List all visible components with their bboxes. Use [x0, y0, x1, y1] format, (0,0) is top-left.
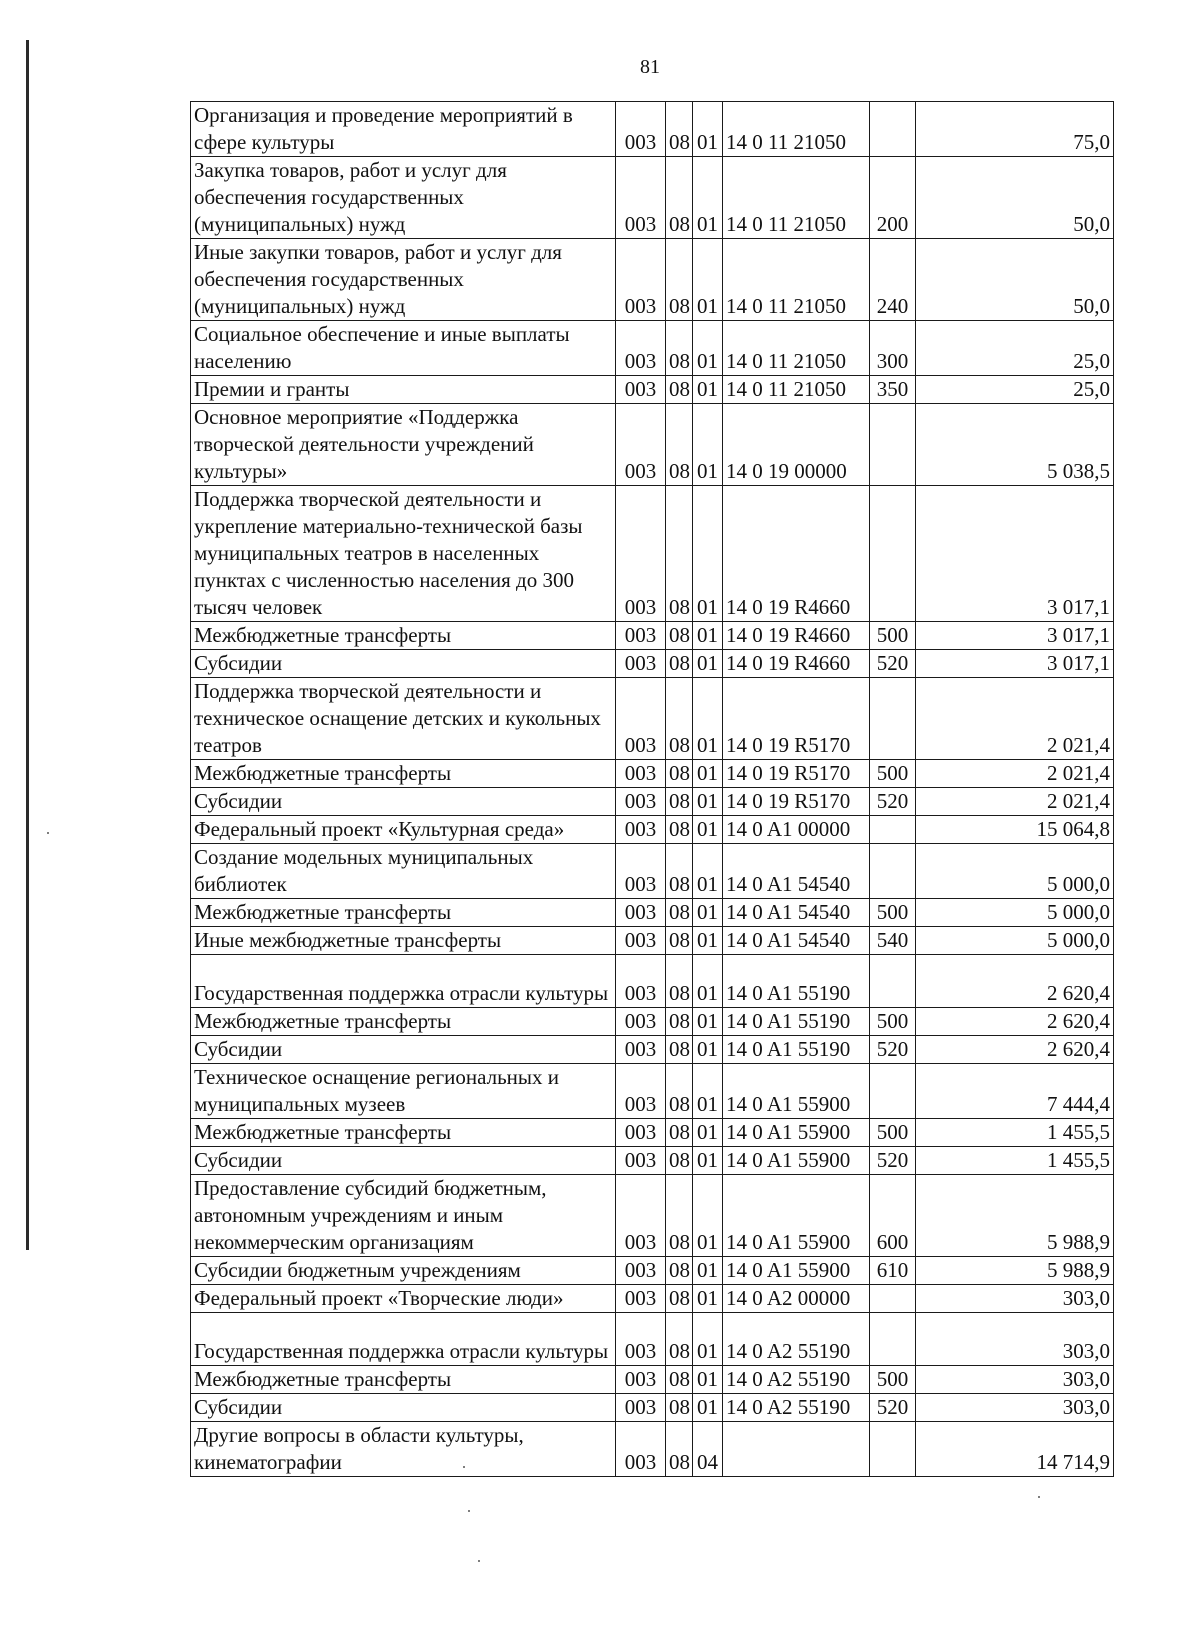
row-section-code: 08 — [666, 899, 693, 927]
row-target-article: 14 0 A1 00000 — [723, 816, 870, 844]
row-section-code: 08 — [666, 1064, 693, 1119]
table-row — [191, 1422, 1114, 1477]
row-expense-type: 520 — [870, 788, 916, 816]
row-section-code: 08 — [666, 622, 693, 650]
row-section-code: 08 — [666, 404, 693, 486]
row-subsection-code: 01 — [693, 899, 723, 927]
row-target-article: 14 0 A1 55900 — [723, 1257, 870, 1285]
row-expense-type: 240 — [870, 239, 916, 321]
row-amount: 303,0 — [916, 1313, 1114, 1366]
row-subsection-code: 01 — [693, 650, 723, 678]
table-row — [191, 678, 1114, 760]
row-name: Субсидии — [191, 650, 616, 678]
row-section-code: 08 — [666, 1119, 693, 1147]
row-target-article: 14 0 11 21050 — [723, 239, 870, 321]
row-expense-type — [870, 1285, 916, 1313]
row-amount: 25,0 — [916, 376, 1114, 404]
row-name: Межбюджетные трансферты — [191, 1008, 616, 1036]
row-name: Межбюджетные трансферты — [191, 760, 616, 788]
table-row — [191, 157, 1114, 239]
row-target-article: 14 0 A1 54540 — [723, 927, 870, 955]
row-target-article: 14 0 A1 55900 — [723, 1175, 870, 1257]
row-target-article: 14 0 19 R4660 — [723, 486, 870, 622]
row-ved-code: 003 — [616, 927, 666, 955]
row-subsection-code: 01 — [693, 157, 723, 239]
scan-speck — [478, 1560, 480, 1562]
row-subsection-code: 01 — [693, 239, 723, 321]
row-section-code: 08 — [666, 1008, 693, 1036]
row-subsection-code: 01 — [693, 1394, 723, 1422]
row-name: Создание модельных муниципальных библиотек — [191, 844, 616, 899]
row-subsection-code: 01 — [693, 678, 723, 760]
row-amount: 2 021,4 — [916, 788, 1114, 816]
row-expense-type: 200 — [870, 157, 916, 239]
row-subsection-code: 01 — [693, 760, 723, 788]
table-row — [191, 321, 1114, 376]
row-subsection-code: 04 — [693, 1422, 723, 1477]
row-subsection-code: 01 — [693, 1064, 723, 1119]
row-ved-code: 003 — [616, 239, 666, 321]
row-subsection-code: 01 — [693, 1147, 723, 1175]
row-expense-type: 520 — [870, 1394, 916, 1422]
table-row — [191, 376, 1114, 404]
row-subsection-code: 01 — [693, 486, 723, 622]
table-row — [191, 1394, 1114, 1422]
row-target-article: 14 0 A1 55190 — [723, 955, 870, 1008]
row-subsection-code: 01 — [693, 1257, 723, 1285]
row-expense-type — [870, 1422, 916, 1477]
row-section-code: 08 — [666, 376, 693, 404]
row-subsection-code: 01 — [693, 788, 723, 816]
row-section-code: 08 — [666, 102, 693, 157]
row-name: Техническое оснащение региональных и муниципальных музеев — [191, 1064, 616, 1119]
table-row — [191, 622, 1114, 650]
table-row — [191, 102, 1114, 157]
row-amount: 2 620,4 — [916, 1008, 1114, 1036]
row-section-code: 08 — [666, 678, 693, 760]
table-row — [191, 1147, 1114, 1175]
table-row — [191, 1366, 1114, 1394]
row-target-article: 14 0 11 21050 — [723, 102, 870, 157]
row-ved-code: 003 — [616, 788, 666, 816]
row-ved-code: 003 — [616, 1422, 666, 1477]
row-section-code: 08 — [666, 650, 693, 678]
row-expense-type — [870, 102, 916, 157]
row-ved-code: 003 — [616, 1036, 666, 1064]
row-name: Предоставление субсидий бюджетным, автономным учреждениям и иным некоммерческим организациям — [191, 1175, 616, 1257]
row-target-article: 14 0 A1 54540 — [723, 844, 870, 899]
row-target-article: 14 0 A2 55190 — [723, 1313, 870, 1366]
row-ved-code: 003 — [616, 955, 666, 1008]
row-subsection-code: 01 — [693, 1366, 723, 1394]
row-target-article: 14 0 A1 55190 — [723, 1036, 870, 1064]
row-amount: 5 988,9 — [916, 1257, 1114, 1285]
row-subsection-code: 01 — [693, 844, 723, 899]
row-ved-code: 003 — [616, 678, 666, 760]
row-subsection-code: 01 — [693, 1175, 723, 1257]
row-amount: 50,0 — [916, 157, 1114, 239]
table-row — [191, 760, 1114, 788]
table-row — [191, 1313, 1114, 1366]
row-ved-code: 003 — [616, 1008, 666, 1036]
row-amount: 7 444,4 — [916, 1064, 1114, 1119]
row-subsection-code: 01 — [693, 1119, 723, 1147]
row-subsection-code: 01 — [693, 622, 723, 650]
row-name: Поддержка творческой деятельности и укрепление материально-технической базы муниципальных театров в населенных пунктах с численностью населения до 300 тысяч человек — [191, 486, 616, 622]
row-name: Основное мероприятие «Поддержка творческой деятельности учреждений культуры» — [191, 404, 616, 486]
row-expense-type — [870, 678, 916, 760]
row-name: Межбюджетные трансферты — [191, 1119, 616, 1147]
row-subsection-code: 01 — [693, 927, 723, 955]
row-expense-type: 300 — [870, 321, 916, 376]
row-ved-code: 003 — [616, 622, 666, 650]
row-target-article: 14 0 A2 55190 — [723, 1366, 870, 1394]
table-row — [191, 650, 1114, 678]
row-name: Межбюджетные трансферты — [191, 899, 616, 927]
row-name: Премии и гранты — [191, 376, 616, 404]
scan-speck — [47, 832, 49, 834]
budget-table — [190, 101, 1114, 1477]
row-name: Субсидии — [191, 788, 616, 816]
row-ved-code: 003 — [616, 102, 666, 157]
row-amount: 2 620,4 — [916, 1036, 1114, 1064]
row-name: Иные закупки товаров, работ и услуг для обеспечения государственных (муниципальных) нужд — [191, 239, 616, 321]
row-expense-type — [870, 404, 916, 486]
row-amount: 1 455,5 — [916, 1119, 1114, 1147]
row-subsection-code: 01 — [693, 1008, 723, 1036]
row-expense-type — [870, 1313, 916, 1366]
row-target-article: 14 0 19 R5170 — [723, 760, 870, 788]
row-name: Поддержка творческой деятельности и техническое оснащение детских и кукольных театров — [191, 678, 616, 760]
scan-edge-line — [26, 40, 29, 1250]
scan-speck — [1038, 1496, 1040, 1498]
row-amount: 2 021,4 — [916, 678, 1114, 760]
row-name: Субсидии — [191, 1036, 616, 1064]
row-name: Федеральный проект «Культурная среда» — [191, 816, 616, 844]
row-ved-code: 003 — [616, 321, 666, 376]
row-section-code: 08 — [666, 1175, 693, 1257]
row-section-code: 08 — [666, 788, 693, 816]
row-ved-code: 003 — [616, 1175, 666, 1257]
row-subsection-code: 01 — [693, 1313, 723, 1366]
row-target-article: 14 0 11 21050 — [723, 376, 870, 404]
table-row — [191, 239, 1114, 321]
row-target-article — [723, 1422, 870, 1477]
row-section-code: 08 — [666, 1147, 693, 1175]
row-expense-type: 520 — [870, 1036, 916, 1064]
row-section-code: 08 — [666, 1422, 693, 1477]
table-row — [191, 927, 1114, 955]
row-target-article: 14 0 19 R5170 — [723, 678, 870, 760]
row-name: Субсидии — [191, 1394, 616, 1422]
table-row — [191, 1285, 1114, 1313]
row-amount: 5 038,5 — [916, 404, 1114, 486]
row-ved-code: 003 — [616, 760, 666, 788]
row-amount: 5 000,0 — [916, 844, 1114, 899]
row-name: Государственная поддержка отрасли культуры — [191, 1313, 616, 1366]
row-amount: 25,0 — [916, 321, 1114, 376]
row-section-code: 08 — [666, 321, 693, 376]
row-expense-type: 500 — [870, 622, 916, 650]
page-number-text: 81 — [640, 56, 660, 78]
row-section-code: 08 — [666, 1366, 693, 1394]
row-section-code: 08 — [666, 955, 693, 1008]
row-name: Межбюджетные трансферты — [191, 622, 616, 650]
row-ved-code: 003 — [616, 1394, 666, 1422]
row-subsection-code: 01 — [693, 321, 723, 376]
row-name: Межбюджетные трансферты — [191, 1366, 616, 1394]
row-expense-type: 350 — [870, 376, 916, 404]
row-amount: 3 017,1 — [916, 622, 1114, 650]
row-section-code: 08 — [666, 760, 693, 788]
row-ved-code: 003 — [616, 650, 666, 678]
row-expense-type — [870, 816, 916, 844]
table-row — [191, 1257, 1114, 1285]
scan-speck — [468, 1510, 470, 1512]
row-target-article: 14 0 11 21050 — [723, 321, 870, 376]
row-section-code: 08 — [666, 1394, 693, 1422]
row-section-code: 08 — [666, 1036, 693, 1064]
row-name: Субсидии — [191, 1147, 616, 1175]
row-ved-code: 003 — [616, 1257, 666, 1285]
row-name: Другие вопросы в области культуры, кинематографии — [191, 1422, 616, 1477]
table-row — [191, 788, 1114, 816]
row-expense-type: 500 — [870, 1119, 916, 1147]
row-section-code: 08 — [666, 1313, 693, 1366]
row-expense-type: 520 — [870, 1147, 916, 1175]
row-target-article: 14 0 A2 00000 — [723, 1285, 870, 1313]
row-amount: 5 000,0 — [916, 927, 1114, 955]
row-expense-type: 500 — [870, 899, 916, 927]
row-section-code: 08 — [666, 486, 693, 622]
row-section-code: 08 — [666, 157, 693, 239]
budget-table-body — [191, 102, 1114, 1477]
row-amount: 3 017,1 — [916, 486, 1114, 622]
row-section-code: 08 — [666, 927, 693, 955]
table-row — [191, 816, 1114, 844]
row-target-article: 14 0 19 R5170 — [723, 788, 870, 816]
row-subsection-code: 01 — [693, 404, 723, 486]
row-name: Иные межбюджетные трансферты — [191, 927, 616, 955]
row-expense-type — [870, 1064, 916, 1119]
row-name: Закупка товаров, работ и услуг для обеспечения государственных (муниципальных) нужд — [191, 157, 616, 239]
row-name: Государственная поддержка отрасли культуры — [191, 955, 616, 1008]
row-amount: 303,0 — [916, 1394, 1114, 1422]
row-amount: 303,0 — [916, 1366, 1114, 1394]
table-row — [191, 404, 1114, 486]
table-row — [191, 1175, 1114, 1257]
row-target-article: 14 0 A1 55900 — [723, 1147, 870, 1175]
row-ved-code: 003 — [616, 816, 666, 844]
table-row — [191, 1119, 1114, 1147]
row-subsection-code: 01 — [693, 376, 723, 404]
row-amount: 303,0 — [916, 1285, 1114, 1313]
table-row — [191, 486, 1114, 622]
row-ved-code: 003 — [616, 899, 666, 927]
row-ved-code: 003 — [616, 844, 666, 899]
row-amount: 5 000,0 — [916, 899, 1114, 927]
row-expense-type — [870, 486, 916, 622]
row-amount: 14 714,9 — [916, 1422, 1114, 1477]
row-section-code: 08 — [666, 816, 693, 844]
row-name: Субсидии бюджетным учреждениям — [191, 1257, 616, 1285]
row-target-article: 14 0 A1 54540 — [723, 899, 870, 927]
row-name: Социальное обеспечение и иные выплаты населению — [191, 321, 616, 376]
row-section-code: 08 — [666, 239, 693, 321]
table-row — [191, 899, 1114, 927]
row-section-code: 08 — [666, 1285, 693, 1313]
row-subsection-code: 01 — [693, 102, 723, 157]
row-expense-type: 610 — [870, 1257, 916, 1285]
row-section-code: 08 — [666, 1257, 693, 1285]
row-section-code: 08 — [666, 844, 693, 899]
row-amount: 1 455,5 — [916, 1147, 1114, 1175]
row-target-article: 14 0 19 R4660 — [723, 622, 870, 650]
row-ved-code: 003 — [616, 1366, 666, 1394]
row-expense-type: 540 — [870, 927, 916, 955]
table-row — [191, 1036, 1114, 1064]
row-amount: 2 021,4 — [916, 760, 1114, 788]
row-amount: 5 988,9 — [916, 1175, 1114, 1257]
row-ved-code: 003 — [616, 157, 666, 239]
row-target-article: 14 0 A1 55900 — [723, 1064, 870, 1119]
row-ved-code: 003 — [616, 404, 666, 486]
row-name: Федеральный проект «Творческие люди» — [191, 1285, 616, 1313]
row-subsection-code: 01 — [693, 955, 723, 1008]
row-ved-code: 003 — [616, 1064, 666, 1119]
row-expense-type: 500 — [870, 1008, 916, 1036]
row-target-article: 14 0 11 21050 — [723, 157, 870, 239]
row-target-article: 14 0 19 R4660 — [723, 650, 870, 678]
row-ved-code: 003 — [616, 376, 666, 404]
row-ved-code: 003 — [616, 486, 666, 622]
table-row — [191, 1008, 1114, 1036]
row-target-article: 14 0 A2 55190 — [723, 1394, 870, 1422]
row-ved-code: 003 — [616, 1313, 666, 1366]
row-expense-type: 600 — [870, 1175, 916, 1257]
row-name: Организация и проведение мероприятий в сфере культуры — [191, 102, 616, 157]
row-amount: 75,0 — [916, 102, 1114, 157]
row-subsection-code: 01 — [693, 816, 723, 844]
table-row — [191, 844, 1114, 899]
row-expense-type: 500 — [870, 1366, 916, 1394]
row-target-article: 14 0 19 00000 — [723, 404, 870, 486]
row-subsection-code: 01 — [693, 1036, 723, 1064]
row-amount: 15 064,8 — [916, 816, 1114, 844]
row-target-article: 14 0 A1 55900 — [723, 1119, 870, 1147]
row-ved-code: 003 — [616, 1147, 666, 1175]
row-expense-type — [870, 844, 916, 899]
row-expense-type — [870, 955, 916, 1008]
row-ved-code: 003 — [616, 1119, 666, 1147]
row-subsection-code: 01 — [693, 1285, 723, 1313]
table-row — [191, 1064, 1114, 1119]
row-target-article: 14 0 A1 55190 — [723, 1008, 870, 1036]
row-expense-type: 500 — [870, 760, 916, 788]
row-expense-type: 520 — [870, 650, 916, 678]
row-amount: 3 017,1 — [916, 650, 1114, 678]
row-amount: 50,0 — [916, 239, 1114, 321]
row-ved-code: 003 — [616, 1285, 666, 1313]
scan-speck — [463, 1466, 465, 1468]
row-amount: 2 620,4 — [916, 955, 1114, 1008]
table-row — [191, 955, 1114, 1008]
